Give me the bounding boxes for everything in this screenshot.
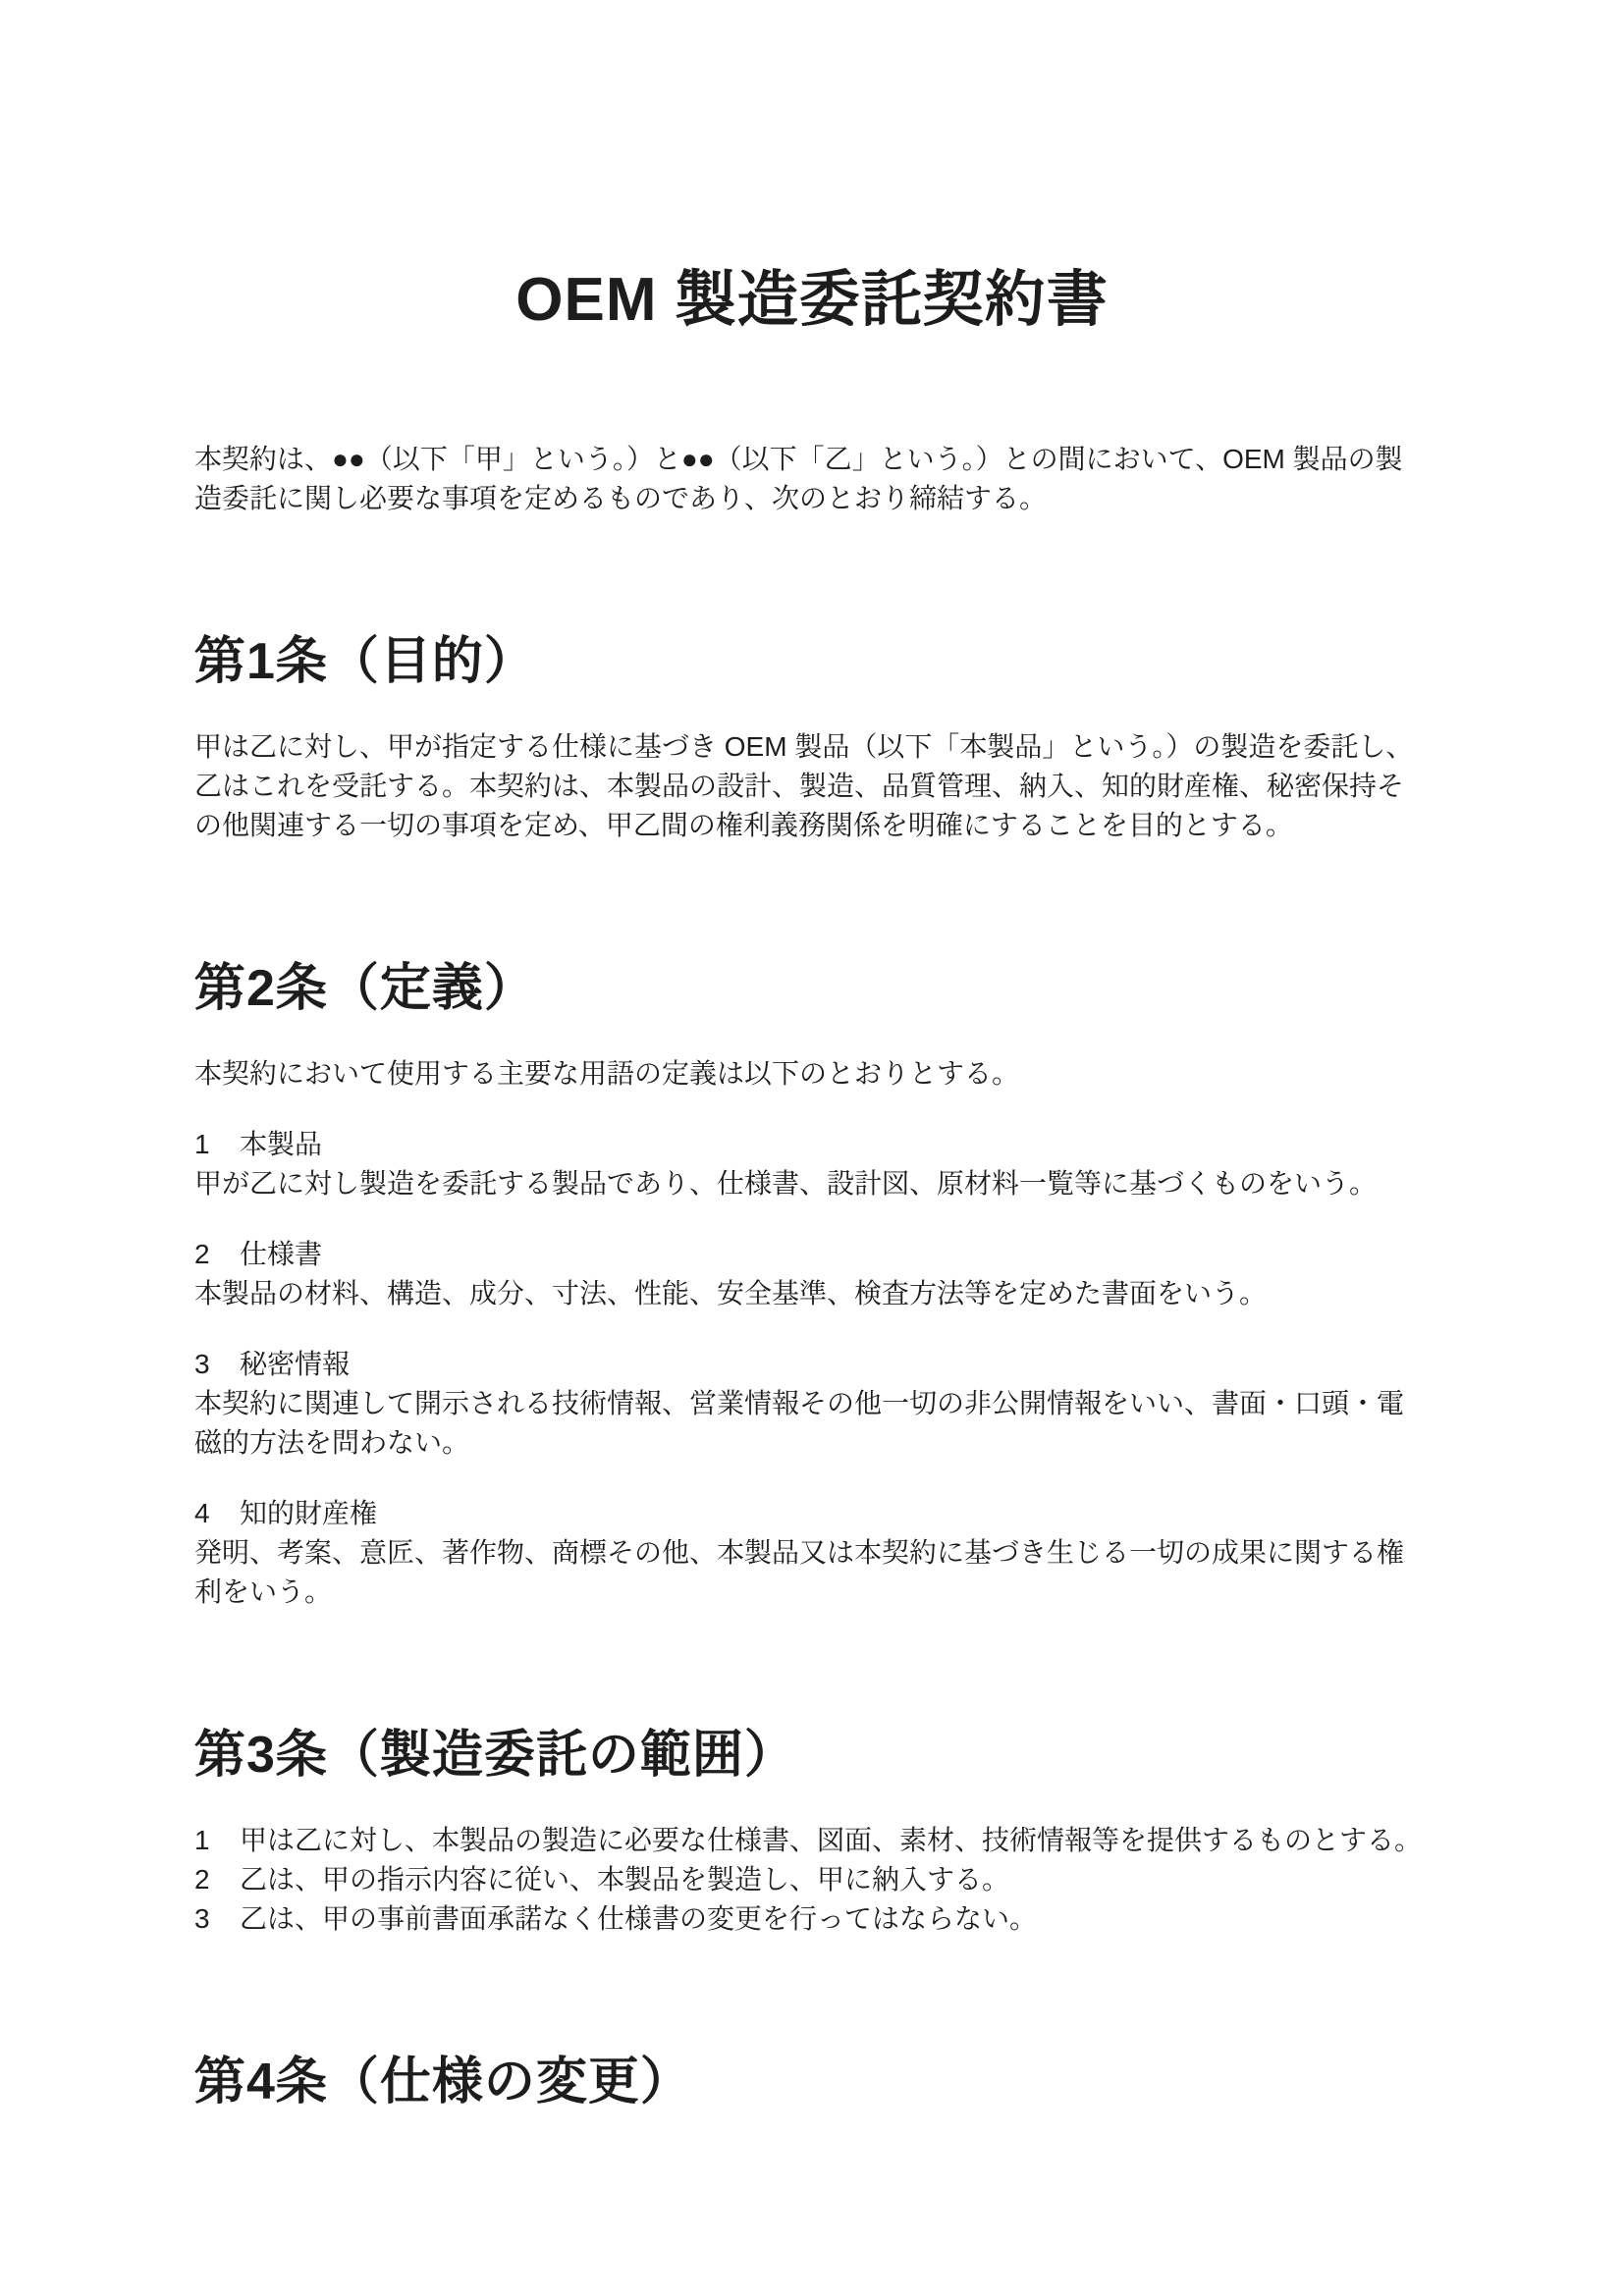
- definition-term-row: [194, 1235, 1430, 1274]
- article-2-heading: 第2条（定義）: [194, 960, 536, 1017]
- clause-text: 甲は乙に対し、本製品の製造に必要な仕様書、図面、素材、技術情報等を提供するものとする。: [240, 1825, 1423, 1855]
- preamble-paragraph: 本契約は、●●（以下「甲」という。）と●●（以下「乙」という。）との間において、OEM 製品の製造委託に関し必要な事項を定めるものであり、次のとおり締結する。: [194, 444, 1403, 513]
- definition-term: 秘密情報: [240, 1349, 351, 1379]
- clause-number: 1: [194, 1825, 210, 1855]
- clause-number: 2: [194, 1864, 210, 1895]
- document-title: OEM 製造委託契約書: [515, 266, 1109, 334]
- clause-row: [194, 1860, 1430, 1899]
- definition-term: 知的財産権: [240, 1498, 378, 1528]
- definition-number: 1: [194, 1129, 210, 1159]
- definition-item: [194, 1345, 1430, 1463]
- article-2-lead: 本契約において使用する主要な用語の定義は以下のとおりとする。: [194, 1058, 1020, 1089]
- article-3-heading: 第3条（製造委託の範囲）: [194, 1727, 796, 1784]
- definition-item: [194, 1235, 1430, 1313]
- definition-description: 本契約に関連して開示される技術情報、営業情報その他一切の非公開情報をいい、書面・口頭・電磁的方法を問わない。: [194, 1388, 1405, 1458]
- article-1-heading: 第1条（目的）: [194, 633, 536, 690]
- definition-item: [194, 1494, 1430, 1612]
- article-3-clauses: [194, 1821, 1430, 1939]
- definition-item: [194, 1125, 1430, 1203]
- definition-number: 4: [194, 1498, 210, 1528]
- definition-description: 甲が乙に対し製造を委託する製品であり、仕様書、設計図、原材料一覧等に基づくものをいう。: [194, 1168, 1378, 1199]
- clause-number: 3: [194, 1903, 210, 1934]
- definition-description: 発明、考案、意匠、著作物、商標その他、本製品又は本契約に基づき生じる一切の成果に関する権利をいう。: [194, 1537, 1405, 1607]
- clause-row: [194, 1821, 1430, 1860]
- definition-number: 2: [194, 1239, 210, 1269]
- definition-term-row: [194, 1494, 1430, 1533]
- clause-text: 乙は、甲の指示内容に従い、本製品を製造し、甲に納入する。: [240, 1864, 1010, 1895]
- definition-term-row: [194, 1125, 1430, 1164]
- clause-row: [194, 1899, 1430, 1939]
- definition-number: 3: [194, 1349, 210, 1379]
- definition-term: 仕様書: [240, 1239, 323, 1269]
- clause-text: 乙は、甲の事前書面承諾なく仕様書の変更を行ってはならない。: [240, 1903, 1038, 1934]
- article-1-body: 甲は乙に対し、甲が指定する仕様に基づき OEM 製品（以下「本製品」という。）の製造を委託し、乙はこれを受託する。本契約は、本製品の設計、製造、品質管理、納入、知的財産権、秘密保持その他関連する一切の事項を定め、甲乙間の権利義務関係を明確にすることを目的とする。: [194, 731, 1414, 840]
- definition-term-row: [194, 1345, 1430, 1384]
- definition-term: 本製品: [240, 1129, 323, 1159]
- article-4-heading: 第4条（仕様の変更）: [194, 2054, 692, 2110]
- definition-description: 本製品の材料、構造、成分、寸法、性能、安全基準、検査方法等を定めた書面をいう。: [194, 1278, 1268, 1308]
